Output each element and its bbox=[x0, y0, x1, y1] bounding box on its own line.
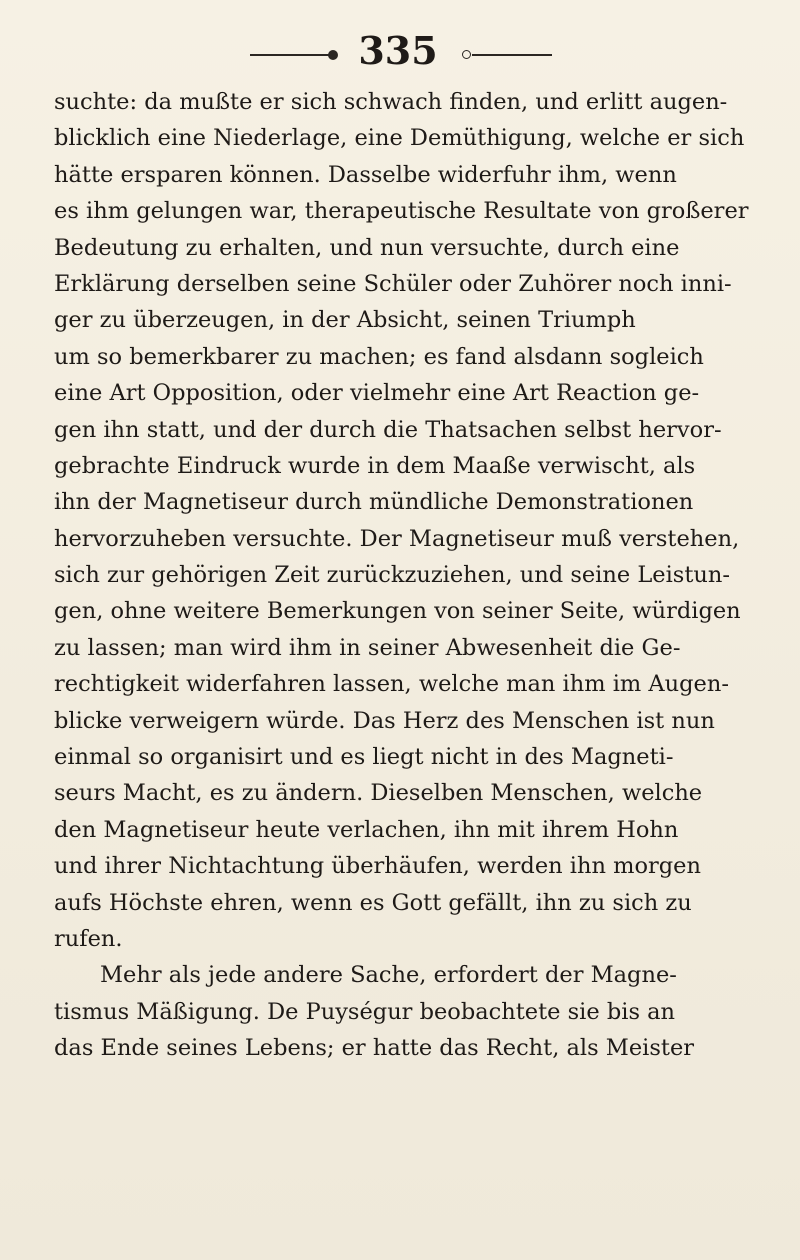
page-number: 335 bbox=[358, 28, 438, 73]
text-line: ger zu überzeugen, in der Absicht, seinen Triumph bbox=[54, 307, 636, 334]
header-rule-left bbox=[250, 54, 334, 56]
page-header bbox=[0, 14, 800, 74]
header-dot-right bbox=[462, 50, 471, 59]
text-line: es ihm gelungen war, therapeutische Resultate von großerer bbox=[54, 198, 749, 225]
text-line: und ihrer Nichtachtung überhäufen, werden ihn morgen bbox=[54, 853, 701, 880]
text-line: seurs Macht, es zu ändern. Dieselben Menschen, welche bbox=[54, 780, 703, 807]
header-rule-right bbox=[472, 54, 552, 56]
header-dot-left bbox=[328, 50, 338, 60]
text-line: blicklich eine Niederlage, eine Demüthigung, welche er sich bbox=[54, 125, 745, 152]
text-line: gebrachte Eindruck wurde in dem Maaße verwischt, als bbox=[54, 452, 696, 479]
text-line: sich zur gehörigen Zeit zurückzuziehen, und seine Leistun- bbox=[54, 562, 730, 589]
text-line: hätte ersparen können. Dasselbe widerfuhr ihm, wenn bbox=[54, 161, 677, 188]
text-line: gen ihn statt, und der durch die Thatsachen selbst hervor- bbox=[54, 416, 722, 443]
text-line: das Ende seines Lebens; er hatte das Recht, als Meister bbox=[54, 1035, 695, 1062]
text-line: den Magnetiseur heute verlachen, ihn mit ihrem Hohn bbox=[54, 816, 679, 843]
text-line: suchte: da mußte er sich schwach finden, und erlitt augen- bbox=[54, 89, 728, 115]
text-line: einmal so organisirt und es liegt nicht in des Magneti- bbox=[54, 744, 674, 771]
text-line: aufs Höchste ehren, wenn es Gott gefällt, ihn zu sich zu bbox=[54, 889, 692, 916]
text-line: hervorzuheben versuchte. Der Magnetiseur muß verstehen, bbox=[54, 525, 740, 552]
paragraph-start-line: Mehr als jede andere Sache, erfordert der Magne- bbox=[100, 962, 677, 989]
text-line: um so bemerkbarer zu machen; es fand alsdann sogleich bbox=[54, 343, 704, 370]
text-line: rufen. bbox=[54, 925, 123, 952]
text-line: gen, ohne weitere Bemerkungen von seiner Seite, würdigen bbox=[54, 598, 741, 625]
body-text bbox=[54, 84, 780, 1067]
text-line: Erklärung derselben seine Schüler oder Zuhörer noch inni- bbox=[54, 270, 732, 297]
text-line: zu lassen; man wird ihm in seiner Abwesenheit die Ge- bbox=[54, 634, 681, 661]
text-line: tismus Mäßigung. De Puységur beobachtete sie bis an bbox=[54, 998, 676, 1025]
text-line: rechtigkeit widerfahren lassen, welche man ihm im Augen- bbox=[54, 671, 729, 698]
text-line: Bedeutung zu erhalten, und nun versuchte, durch eine bbox=[54, 234, 680, 261]
text-line: blicke verweigern würde. Das Herz des Menschen ist nun bbox=[54, 707, 715, 734]
text-line: ihn der Magnetiseur durch mündliche Demonstrationen bbox=[54, 489, 694, 516]
text-line: eine Art Opposition, oder vielmehr eine Art Reaction ge- bbox=[54, 380, 700, 407]
